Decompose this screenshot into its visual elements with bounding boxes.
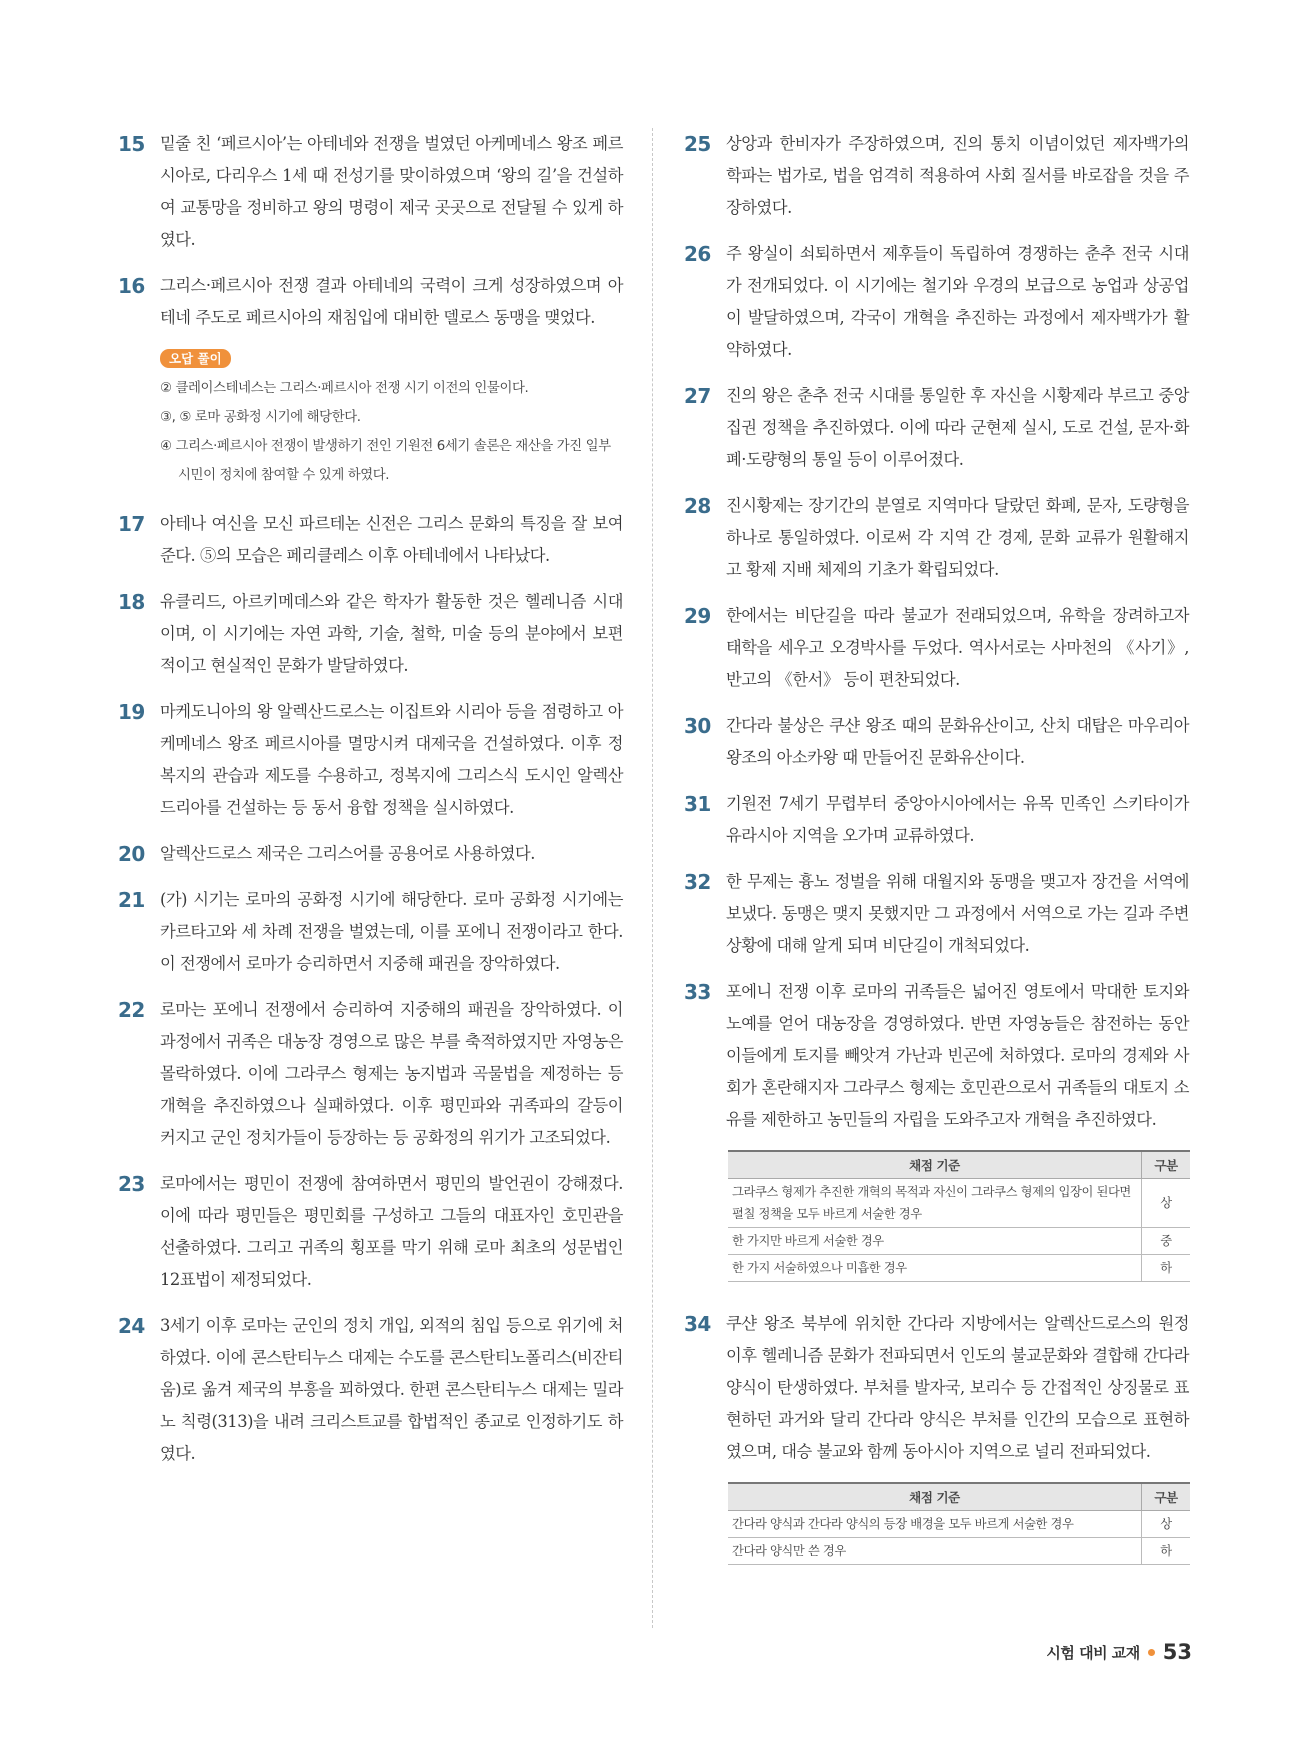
question-number: 24: [118, 1314, 145, 1338]
question-explanation: 기원전 7세기 무렵부터 중앙아시아에서는 유목 민족인 스키타이가 유라시아 지역을 오가며 교류하였다.: [726, 794, 1189, 845]
question-explanation: 아테나 여신을 모신 파르테논 신전은 그리스 문화의 특징을 잘 보여 준다. ⑤의 모습은 페리클레스 이후 아테네에서 나타났다.: [160, 514, 623, 565]
question-28: [684, 490, 1189, 586]
question-explanation: 간다라 불상은 쿠샨 왕조 때의 문화유산이고, 산치 대탑은 마우리아 왕조의 아소카왕 때 만들어진 문화유산이다.: [726, 716, 1189, 767]
question-27: [684, 380, 1189, 476]
criteria-cell: 한 가지 서술하였으나 미흡한 경우: [728, 1255, 1142, 1282]
question-number: 31: [684, 792, 711, 816]
question-32: [684, 866, 1189, 962]
table-row: [728, 1179, 1190, 1228]
question-explanation: 진시황제는 장기간의 분열로 지역마다 달랐던 화폐, 문자, 도량형을 하나로 통일하였다. 이로써 각 지역 간 경제, 문화 교류가 원활해지고 황제 지배 체제의 기초가 확립되었다.: [726, 496, 1189, 579]
page-footer: [1046, 1640, 1192, 1664]
question-number: 17: [118, 512, 145, 536]
table-row: [728, 1228, 1190, 1255]
question-31: [684, 788, 1189, 852]
left-column: [118, 128, 623, 1484]
scoring-table-33: [728, 1150, 1190, 1282]
bullet-dot-icon: [1148, 1649, 1155, 1656]
question-explanation: 마케도니아의 왕 알렉산드로스는 이집트와 시리아 등을 점령하고 아케메네스 왕조 페르시아를 멸망시켜 대제국을 건설하였다. 이후 정복지의 관습과 제도를 수용하고, 정복지에 그리스식 도시인 알렉산드리아를 건설하는 등 동서 융합 정책을 실시하였다.: [160, 702, 623, 817]
question-explanation: 쿠샨 왕조 북부에 위치한 간다라 지방에서는 알렉산드로스의 원정 이후 헬레니즘 문화가 전파되면서 인도의 불교문화와 결합해 간다라 양식이 탄생하였다. 부처를 발자국, 보리수 등 간접적인 상징물로 표현하던 과거와 달리 간다라 양식은 부처를 인간의 모습으로 표현하였으며, 대승 불교와 함께 동아시아 지역으로 널리 전파되었다.: [726, 1314, 1189, 1461]
question-17: [118, 508, 623, 572]
criteria-cell: 간다라 양식과 간다라 양식의 등장 배경을 모두 바르게 서술한 경우: [728, 1511, 1142, 1538]
question-explanation: 한에서는 비단길을 따라 불교가 전래되었으며, 유학을 장려하고자 태학을 세우고 오경박사를 두었다. 역사서로는 사마천의 《사기》, 반고의 《한서》 등이 편찬되었다.: [726, 606, 1189, 689]
question-number: 18: [118, 590, 145, 614]
scoring-table-34: [728, 1482, 1190, 1565]
wrong-answer-item: ③, ⑤ 로마 공화정 시기에 해당한다.: [160, 410, 361, 425]
grade-header: 구분: [1142, 1151, 1191, 1179]
question-16: [118, 270, 623, 334]
wrong-answer-explanation: [160, 348, 623, 490]
question-number: 33: [684, 980, 711, 1004]
page-number: 53: [1162, 1640, 1192, 1664]
question-21: [118, 884, 623, 980]
criteria-cell: 한 가지만 바르게 서술한 경우: [728, 1228, 1142, 1255]
question-29: [684, 600, 1189, 696]
question-explanation: (가) 시기는 로마의 공화정 시기에 해당한다. 로마 공화정 시기에는 카르타고와 세 차례 전쟁을 벌였는데, 이를 포에니 전쟁이라고 한다. 이 전쟁에서 로마가 승리하면서 지중해 패권을 장악하였다.: [160, 890, 623, 973]
question-number: 22: [118, 998, 145, 1022]
question-24: [118, 1310, 623, 1470]
question-33: [684, 976, 1189, 1136]
wrong-answer-badge: 오답 풀이: [160, 349, 231, 368]
grade-cell: 중: [1142, 1228, 1191, 1255]
table-row: [728, 1255, 1190, 1282]
question-20: [118, 838, 623, 870]
question-number: 32: [684, 870, 711, 894]
question-number: 25: [684, 132, 711, 156]
grade-cell: 하: [1142, 1538, 1191, 1565]
question-15: [118, 128, 623, 256]
wrong-answer-item: ④ 그리스·페르시아 전쟁이 발생하기 전인 기원전 6세기 솔론은 재산을 가진 일부 시민이 정치에 참여할 수 있게 하였다.: [160, 439, 611, 483]
question-30: [684, 710, 1189, 774]
question-explanation: 진의 왕은 춘추 전국 시대를 통일한 후 자신을 시황제라 부르고 중앙 집권 정책을 추진하였다. 이에 따라 군현제 실시, 도로 건설, 문자·화폐·도량형의 통일 등이 이루어졌다.: [726, 386, 1189, 469]
question-25: [684, 128, 1189, 224]
question-number: 29: [684, 604, 711, 628]
table-row: [728, 1511, 1190, 1538]
question-number: 23: [118, 1172, 145, 1196]
question-22: [118, 994, 623, 1154]
grade-cell: 하: [1142, 1255, 1191, 1282]
question-26: [684, 238, 1189, 366]
question-explanation: 밑줄 친 ‘페르시아’는 아테네와 전쟁을 벌였던 아케메네스 왕조 페르시아로, 다리우스 1세 때 전성기를 맞이하였으며 ‘왕의 길’을 건설하여 교통망을 정비하고 왕의 명령이 제국 곳곳으로 전달될 수 있게 하였다.: [160, 134, 623, 249]
criteria-cell: 그라쿠스 형제가 추진한 개혁의 목적과 자신이 그라쿠스 형제의 입장이 된다면 펼칠 정책을 모두 바르게 서술한 경우: [728, 1179, 1142, 1228]
question-explanation: 그리스·페르시아 전쟁 결과 아테네의 국력이 크게 성장하였으며 아테네 주도로 페르시아의 재침입에 대비한 델로스 동맹을 맺었다.: [160, 276, 623, 327]
question-number: 16: [118, 274, 145, 298]
criteria-header: 채점 기준: [728, 1483, 1142, 1511]
question-number: 20: [118, 842, 145, 866]
question-explanation: 한 무제는 흉노 정벌을 위해 대월지와 동맹을 맺고자 장건을 서역에 보냈다. 동맹은 맺지 못했지만 그 과정에서 서역으로 가는 길과 주변 상황에 대해 알게 되며 비단길이 개척되었다.: [726, 872, 1189, 955]
question-explanation: 주 왕실이 쇠퇴하면서 제후들이 독립하여 경쟁하는 춘추 전국 시대가 전개되었다. 이 시기에는 철기와 우경의 보급으로 농업과 상공업이 발달하였으며, 각국이 개혁을 추진하는 과정에서 제자백가가 활약하였다.: [726, 244, 1189, 359]
right-column: [684, 128, 1189, 1591]
question-23: [118, 1168, 623, 1296]
question-explanation: 3세기 이후 로마는 군인의 정치 개입, 외적의 침입 등으로 위기에 처하였다. 이에 콘스탄티누스 대제는 수도를 콘스탄티노폴리스(비잔티움)로 옮겨 제국의 부흥을 꾀하였다. 한편 콘스탄티누스 대제는 밀라노 칙령(313)을 내려 크리스트교를 합법적인 종교로 인정하기도 하였다.: [160, 1316, 623, 1463]
wrong-answer-item: ② 클레이스테네스는 그리스·페르시아 전쟁 시기 이전의 인물이다.: [160, 381, 529, 396]
book-title: 시험 대비 교재: [1046, 1643, 1140, 1662]
table-row: [728, 1538, 1190, 1565]
criteria-cell: 간다라 양식만 쓴 경우: [728, 1538, 1142, 1565]
question-18: [118, 586, 623, 682]
question-explanation: 포에니 전쟁 이후 로마의 귀족들은 넓어진 영토에서 막대한 토지와 노예를 얻어 대농장을 경영하였다. 반면 자영농들은 참전하는 동안 이들에게 토지를 빼앗겨 가난과 빈곤에 처하였다. 로마의 경제와 사회가 혼란해지자 그라쿠스 형제는 호민관으로서 귀족들의 대토지 소유를 제한하고 농민들의 자립을 도와주고자 개혁을 추진하였다.: [726, 982, 1189, 1129]
question-explanation: 알렉산드로스 제국은 그리스어를 공용어로 사용하였다.: [160, 844, 536, 863]
question-number: 21: [118, 888, 145, 912]
question-number: 26: [684, 242, 711, 266]
question-explanation: 로마에서는 평민이 전쟁에 참여하면서 평민의 발언권이 강해졌다. 이에 따라 평민들은 평민회를 구성하고 그들의 대표자인 호민관을 선출하였다. 그리고 귀족의 횡포를 막기 위해 로마 최초의 성문법인 12표법이 제정되었다.: [160, 1174, 623, 1289]
question-number: 19: [118, 700, 145, 724]
question-19: [118, 696, 623, 824]
column-divider: [652, 128, 653, 1628]
question-number: 27: [684, 384, 711, 408]
question-number: 30: [684, 714, 711, 738]
question-explanation: 유클리드, 아르키메데스와 같은 학자가 활동한 것은 헬레니즘 시대이며, 이 시기에는 자연 과학, 기술, 철학, 미술 등의 분야에서 보편적이고 현실적인 문화가 발달하였다.: [160, 592, 623, 675]
grade-cell: 상: [1142, 1179, 1191, 1228]
question-explanation: 상앙과 한비자가 주장하였으며, 진의 통치 이념이었던 제자백가의 학파는 법가로, 법을 엄격히 적용하여 사회 질서를 바로잡을 것을 주장하였다.: [726, 134, 1189, 217]
question-34: [684, 1308, 1189, 1468]
question-number: 15: [118, 132, 145, 156]
grade-header: 구분: [1142, 1483, 1191, 1511]
question-number: 28: [684, 494, 711, 518]
question-explanation: 로마는 포에니 전쟁에서 승리하여 지중해의 패권을 장악하였다. 이 과정에서 귀족은 대농장 경영으로 많은 부를 축적하였지만 자영농은 몰락하였다. 이에 그라쿠스 형제는 농지법과 곡물법을 제정하는 등 개혁을 추진하였으나 실패하였다. 이후 평민파와 귀족파의 갈등이 커지고 군인 정치가들이 등장하는 등 공화정의 위기가 고조되었다.: [160, 1000, 623, 1147]
question-number: 34: [684, 1312, 711, 1336]
grade-cell: 상: [1142, 1511, 1191, 1538]
criteria-header: 채점 기준: [728, 1151, 1142, 1179]
